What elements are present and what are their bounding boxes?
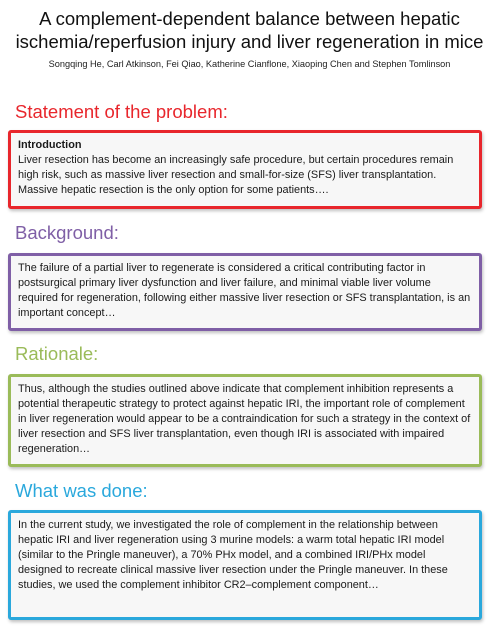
section-box-background bbox=[8, 253, 482, 331]
section-heading-problem: Statement of the problem: bbox=[15, 101, 228, 122]
section-box-problem bbox=[8, 130, 482, 209]
section-heading-what-was-done: What was done: bbox=[15, 480, 148, 501]
section-heading-rationale: Rationale: bbox=[15, 343, 99, 364]
poster-title-line-1: A complement-dependent balance between hepatic bbox=[39, 8, 460, 29]
section-box-rationale bbox=[8, 374, 482, 467]
section-text-rationale: Thus, although the studies outlined above indicate that complement inhibition represents a potential therapeutic strategy to protect against hepatic IRI, the important role of complement in liver regeneration would appear to be a contraindication for such a strategy in the context of liver resection and SFS liver transplantation, even though IRI is associated with impaired regeneration… bbox=[18, 383, 471, 455]
section-heading-background: Background: bbox=[15, 222, 119, 243]
section-subheading-introduction: Introduction bbox=[18, 139, 82, 151]
section-text-background: The failure of a partial liver to regenerate is considered a critical contributing factor in postsurgical primary liver dysfunction and liver failure, and minimal viable liver volume required for regeneration, following either massive liver resection or SFS transplantation, is an important concept… bbox=[18, 262, 471, 319]
poster-authors: Songqing He, Carl Atkinson, Fei Qiao, Katherine Cianflone, Xiaoping Chen and Stephen Tomlinson bbox=[48, 59, 451, 69]
poster-title-line-2: ischemia/reperfusion injury and liver regeneration in mice bbox=[15, 31, 484, 52]
section-text-what-was-done: In the current study, we investigated the role of complement in the relationship between hepatic IRI and liver regeneration using 3 murine models: a warm total hepatic IRI model (similar to the Pringle maneuver), a 70% PHx model, and a combined IRI/PHx model designed to recreate clinical massive liver resection under the Pringle maneuver. In these studies, we used the complement inhibitor CR2–complement component… bbox=[18, 519, 448, 591]
section-box-what-was-done bbox=[8, 510, 482, 620]
section-text-problem: Liver resection has become an increasingly safe procedure, but certain procedures remain high risk, such as massive liver resection and small-for-size (SFS) liver transplantation. Massive hepatic resection is the only option for some patients…. bbox=[18, 153, 454, 196]
